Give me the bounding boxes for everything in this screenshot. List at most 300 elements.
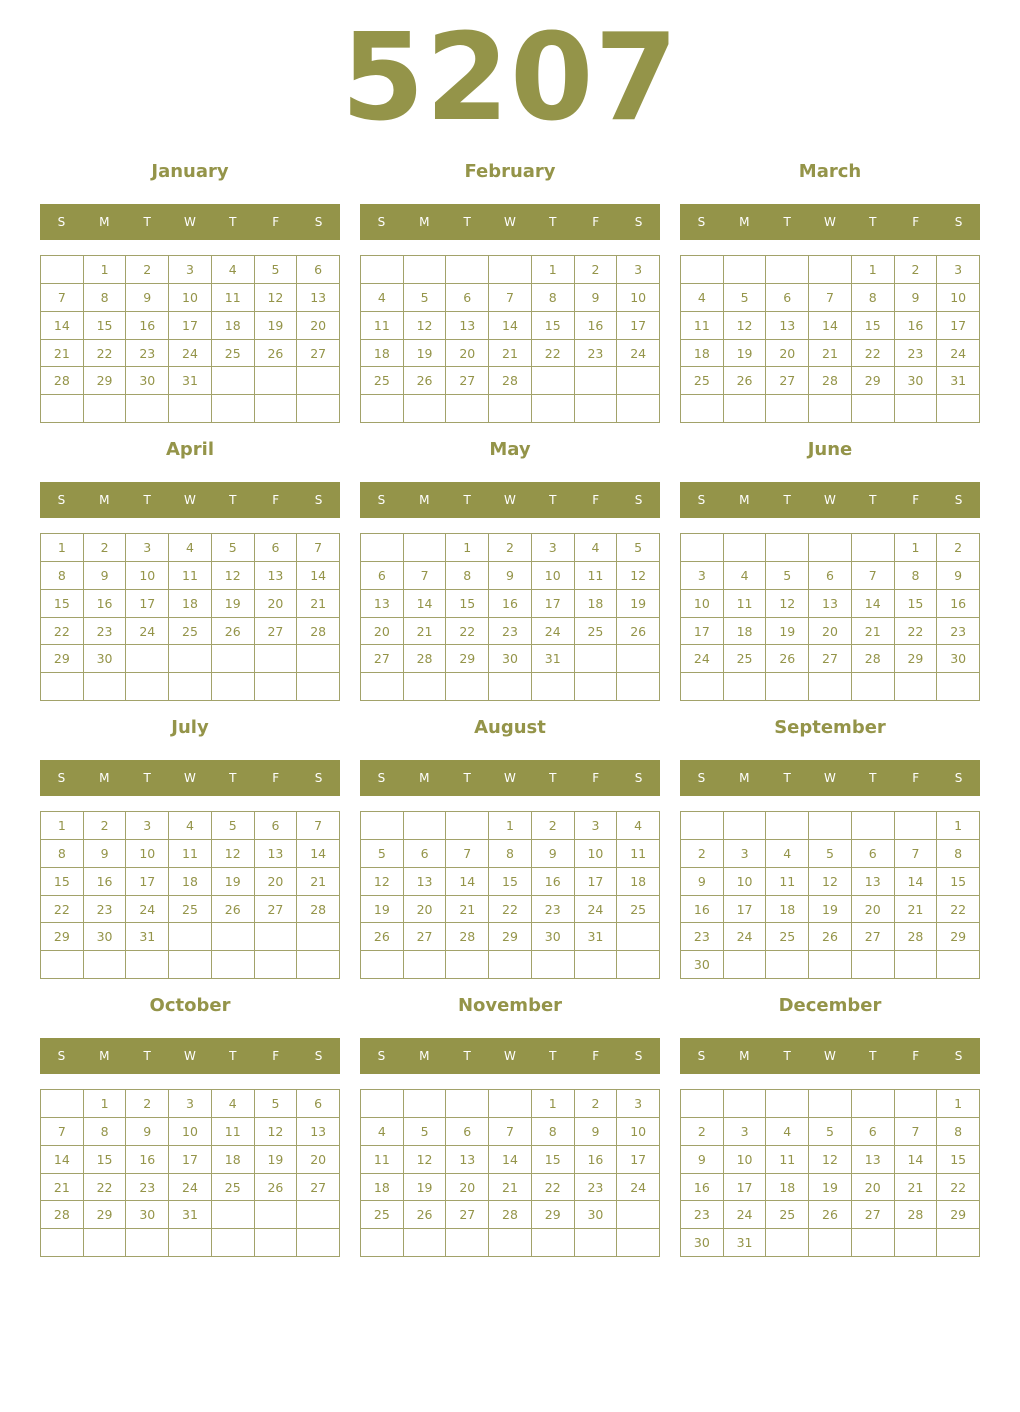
- day-cell[interactable]: 2: [84, 812, 127, 840]
- day-cell[interactable]: 1: [41, 812, 84, 840]
- day-cell[interactable]: 28: [809, 367, 852, 395]
- day-cell[interactable]: 16: [126, 312, 169, 340]
- day-cell[interactable]: 15: [41, 590, 84, 618]
- day-cell[interactable]: 17: [169, 312, 212, 340]
- day-cell[interactable]: 2: [937, 534, 980, 562]
- day-cell[interactable]: 15: [895, 590, 938, 618]
- day-cell[interactable]: 12: [404, 312, 447, 340]
- day-cell[interactable]: 18: [212, 312, 255, 340]
- day-cell[interactable]: 1: [84, 256, 127, 284]
- day-cell[interactable]: 30: [937, 645, 980, 673]
- day-cell[interactable]: 25: [169, 896, 212, 924]
- day-cell[interactable]: 21: [489, 340, 532, 368]
- day-cell[interactable]: 24: [617, 340, 660, 368]
- day-cell[interactable]: 3: [724, 1118, 767, 1146]
- day-cell[interactable]: 23: [84, 896, 127, 924]
- day-cell[interactable]: 5: [724, 284, 767, 312]
- day-cell[interactable]: 8: [852, 284, 895, 312]
- day-cell[interactable]: 12: [404, 1146, 447, 1174]
- day-cell[interactable]: 6: [255, 812, 298, 840]
- day-cell[interactable]: 10: [169, 1118, 212, 1146]
- day-cell[interactable]: 23: [937, 618, 980, 646]
- day-cell[interactable]: 20: [361, 618, 404, 646]
- day-cell[interactable]: 4: [212, 256, 255, 284]
- day-cell[interactable]: 30: [489, 645, 532, 673]
- day-cell[interactable]: 3: [617, 256, 660, 284]
- day-cell[interactable]: 3: [617, 1090, 660, 1118]
- day-cell[interactable]: 10: [126, 840, 169, 868]
- day-cell[interactable]: 22: [41, 896, 84, 924]
- day-cell[interactable]: 22: [84, 1174, 127, 1202]
- day-cell[interactable]: 20: [404, 896, 447, 924]
- day-cell[interactable]: 5: [361, 840, 404, 868]
- day-cell[interactable]: 27: [255, 618, 298, 646]
- day-cell[interactable]: 15: [937, 868, 980, 896]
- day-cell[interactable]: 21: [404, 618, 447, 646]
- day-cell[interactable]: 17: [169, 1146, 212, 1174]
- day-cell[interactable]: 8: [937, 1118, 980, 1146]
- day-cell[interactable]: 4: [575, 534, 618, 562]
- day-cell[interactable]: 10: [937, 284, 980, 312]
- day-cell[interactable]: 24: [575, 896, 618, 924]
- day-cell[interactable]: 1: [446, 534, 489, 562]
- day-cell[interactable]: 21: [297, 590, 340, 618]
- day-cell[interactable]: 5: [809, 1118, 852, 1146]
- day-cell[interactable]: 9: [681, 1146, 724, 1174]
- day-cell[interactable]: 29: [41, 923, 84, 951]
- day-cell[interactable]: 28: [895, 923, 938, 951]
- day-cell[interactable]: 31: [937, 367, 980, 395]
- day-cell[interactable]: 13: [766, 312, 809, 340]
- day-cell[interactable]: 29: [41, 645, 84, 673]
- day-cell[interactable]: 23: [532, 896, 575, 924]
- day-cell[interactable]: 30: [575, 1201, 618, 1229]
- day-cell[interactable]: 13: [446, 312, 489, 340]
- day-cell[interactable]: 8: [41, 840, 84, 868]
- day-cell[interactable]: 13: [255, 840, 298, 868]
- day-cell[interactable]: 16: [532, 868, 575, 896]
- day-cell[interactable]: 20: [255, 868, 298, 896]
- day-cell[interactable]: 2: [575, 256, 618, 284]
- day-cell[interactable]: 23: [126, 340, 169, 368]
- day-cell[interactable]: 3: [681, 562, 724, 590]
- day-cell[interactable]: 11: [766, 1146, 809, 1174]
- day-cell[interactable]: 14: [489, 312, 532, 340]
- day-cell[interactable]: 15: [446, 590, 489, 618]
- day-cell[interactable]: 17: [617, 1146, 660, 1174]
- day-cell[interactable]: 14: [895, 868, 938, 896]
- day-cell[interactable]: 26: [617, 618, 660, 646]
- day-cell[interactable]: 3: [575, 812, 618, 840]
- day-cell[interactable]: 2: [489, 534, 532, 562]
- day-cell[interactable]: 26: [404, 367, 447, 395]
- day-cell[interactable]: 11: [169, 562, 212, 590]
- day-cell[interactable]: 21: [41, 340, 84, 368]
- day-cell[interactable]: 9: [126, 1118, 169, 1146]
- day-cell[interactable]: 29: [852, 367, 895, 395]
- day-cell[interactable]: 7: [852, 562, 895, 590]
- day-cell[interactable]: 27: [297, 340, 340, 368]
- day-cell[interactable]: 9: [84, 840, 127, 868]
- day-cell[interactable]: 28: [297, 896, 340, 924]
- day-cell[interactable]: 4: [766, 1118, 809, 1146]
- day-cell[interactable]: 14: [809, 312, 852, 340]
- day-cell[interactable]: 3: [724, 840, 767, 868]
- day-cell[interactable]: 6: [361, 562, 404, 590]
- day-cell[interactable]: 21: [895, 896, 938, 924]
- day-cell[interactable]: 26: [255, 1174, 298, 1202]
- day-cell[interactable]: 25: [617, 896, 660, 924]
- day-cell[interactable]: 26: [724, 367, 767, 395]
- day-cell[interactable]: 2: [126, 1090, 169, 1118]
- day-cell[interactable]: 26: [212, 896, 255, 924]
- day-cell[interactable]: 29: [84, 367, 127, 395]
- day-cell[interactable]: 27: [766, 367, 809, 395]
- day-cell[interactable]: 6: [255, 534, 298, 562]
- day-cell[interactable]: 9: [84, 562, 127, 590]
- day-cell[interactable]: 13: [446, 1146, 489, 1174]
- day-cell[interactable]: 20: [446, 1174, 489, 1202]
- day-cell[interactable]: 19: [809, 896, 852, 924]
- day-cell[interactable]: 5: [809, 840, 852, 868]
- day-cell[interactable]: 7: [895, 1118, 938, 1146]
- day-cell[interactable]: 15: [532, 1146, 575, 1174]
- day-cell[interactable]: 25: [766, 1201, 809, 1229]
- day-cell[interactable]: 28: [41, 367, 84, 395]
- day-cell[interactable]: 13: [404, 868, 447, 896]
- day-cell[interactable]: 20: [446, 340, 489, 368]
- day-cell[interactable]: 6: [809, 562, 852, 590]
- day-cell[interactable]: 23: [681, 923, 724, 951]
- day-cell[interactable]: 23: [84, 618, 127, 646]
- day-cell[interactable]: 30: [681, 1229, 724, 1257]
- day-cell[interactable]: 10: [575, 840, 618, 868]
- day-cell[interactable]: 6: [297, 256, 340, 284]
- day-cell[interactable]: 8: [84, 1118, 127, 1146]
- day-cell[interactable]: 4: [169, 812, 212, 840]
- day-cell[interactable]: 25: [169, 618, 212, 646]
- day-cell[interactable]: 21: [809, 340, 852, 368]
- day-cell[interactable]: 21: [297, 868, 340, 896]
- day-cell[interactable]: 3: [126, 534, 169, 562]
- day-cell[interactable]: 29: [937, 1201, 980, 1229]
- day-cell[interactable]: 3: [169, 256, 212, 284]
- day-cell[interactable]: 17: [532, 590, 575, 618]
- day-cell[interactable]: 24: [617, 1174, 660, 1202]
- day-cell[interactable]: 7: [489, 284, 532, 312]
- day-cell[interactable]: 22: [532, 340, 575, 368]
- day-cell[interactable]: 26: [809, 923, 852, 951]
- day-cell[interactable]: 22: [84, 340, 127, 368]
- day-cell[interactable]: 18: [361, 340, 404, 368]
- day-cell[interactable]: 7: [297, 534, 340, 562]
- day-cell[interactable]: 2: [126, 256, 169, 284]
- day-cell[interactable]: 1: [852, 256, 895, 284]
- day-cell[interactable]: 24: [724, 923, 767, 951]
- day-cell[interactable]: 15: [489, 868, 532, 896]
- day-cell[interactable]: 24: [169, 1174, 212, 1202]
- day-cell[interactable]: 24: [937, 340, 980, 368]
- day-cell[interactable]: 8: [84, 284, 127, 312]
- day-cell[interactable]: 11: [169, 840, 212, 868]
- day-cell[interactable]: 8: [895, 562, 938, 590]
- day-cell[interactable]: 4: [681, 284, 724, 312]
- day-cell[interactable]: 12: [212, 562, 255, 590]
- day-cell[interactable]: 13: [297, 284, 340, 312]
- day-cell[interactable]: 15: [84, 312, 127, 340]
- day-cell[interactable]: 11: [575, 562, 618, 590]
- day-cell[interactable]: 7: [41, 284, 84, 312]
- day-cell[interactable]: 8: [937, 840, 980, 868]
- day-cell[interactable]: 30: [895, 367, 938, 395]
- day-cell[interactable]: 27: [446, 1201, 489, 1229]
- day-cell[interactable]: 14: [852, 590, 895, 618]
- day-cell[interactable]: 16: [575, 312, 618, 340]
- day-cell[interactable]: 1: [489, 812, 532, 840]
- day-cell[interactable]: 15: [852, 312, 895, 340]
- day-cell[interactable]: 27: [852, 1201, 895, 1229]
- day-cell[interactable]: 20: [852, 896, 895, 924]
- day-cell[interactable]: 29: [895, 645, 938, 673]
- day-cell[interactable]: 25: [212, 1174, 255, 1202]
- day-cell[interactable]: 25: [766, 923, 809, 951]
- day-cell[interactable]: 31: [724, 1229, 767, 1257]
- day-cell[interactable]: 22: [532, 1174, 575, 1202]
- day-cell[interactable]: 20: [297, 312, 340, 340]
- day-cell[interactable]: 21: [489, 1174, 532, 1202]
- day-cell[interactable]: 26: [404, 1201, 447, 1229]
- day-cell[interactable]: 9: [575, 284, 618, 312]
- day-cell[interactable]: 9: [681, 868, 724, 896]
- day-cell[interactable]: 10: [724, 1146, 767, 1174]
- day-cell[interactable]: 25: [212, 340, 255, 368]
- day-cell[interactable]: 20: [255, 590, 298, 618]
- day-cell[interactable]: 6: [852, 1118, 895, 1146]
- day-cell[interactable]: 18: [724, 618, 767, 646]
- day-cell[interactable]: 25: [681, 367, 724, 395]
- day-cell[interactable]: 7: [41, 1118, 84, 1146]
- day-cell[interactable]: 16: [575, 1146, 618, 1174]
- day-cell[interactable]: 30: [532, 923, 575, 951]
- day-cell[interactable]: 12: [809, 868, 852, 896]
- day-cell[interactable]: 12: [255, 1118, 298, 1146]
- day-cell[interactable]: 18: [617, 868, 660, 896]
- day-cell[interactable]: 24: [532, 618, 575, 646]
- day-cell[interactable]: 24: [724, 1201, 767, 1229]
- day-cell[interactable]: 19: [404, 340, 447, 368]
- day-cell[interactable]: 23: [575, 1174, 618, 1202]
- day-cell[interactable]: 8: [532, 284, 575, 312]
- day-cell[interactable]: 14: [489, 1146, 532, 1174]
- day-cell[interactable]: 20: [809, 618, 852, 646]
- day-cell[interactable]: 1: [532, 256, 575, 284]
- day-cell[interactable]: 26: [212, 618, 255, 646]
- day-cell[interactable]: 17: [937, 312, 980, 340]
- day-cell[interactable]: 6: [766, 284, 809, 312]
- day-cell[interactable]: 8: [489, 840, 532, 868]
- day-cell[interactable]: 22: [895, 618, 938, 646]
- day-cell[interactable]: 15: [532, 312, 575, 340]
- day-cell[interactable]: 30: [681, 951, 724, 979]
- day-cell[interactable]: 18: [681, 340, 724, 368]
- day-cell[interactable]: 9: [575, 1118, 618, 1146]
- day-cell[interactable]: 11: [212, 284, 255, 312]
- day-cell[interactable]: 5: [212, 534, 255, 562]
- day-cell[interactable]: 13: [361, 590, 404, 618]
- day-cell[interactable]: 25: [724, 645, 767, 673]
- day-cell[interactable]: 22: [489, 896, 532, 924]
- day-cell[interactable]: 28: [489, 1201, 532, 1229]
- day-cell[interactable]: 17: [617, 312, 660, 340]
- day-cell[interactable]: 4: [212, 1090, 255, 1118]
- day-cell[interactable]: 10: [681, 590, 724, 618]
- day-cell[interactable]: 3: [937, 256, 980, 284]
- day-cell[interactable]: 16: [126, 1146, 169, 1174]
- day-cell[interactable]: 25: [575, 618, 618, 646]
- day-cell[interactable]: 3: [126, 812, 169, 840]
- day-cell[interactable]: 12: [724, 312, 767, 340]
- day-cell[interactable]: 24: [126, 618, 169, 646]
- day-cell[interactable]: 28: [446, 923, 489, 951]
- day-cell[interactable]: 8: [532, 1118, 575, 1146]
- day-cell[interactable]: 17: [724, 1174, 767, 1202]
- day-cell[interactable]: 4: [361, 1118, 404, 1146]
- day-cell[interactable]: 22: [41, 618, 84, 646]
- day-cell[interactable]: 13: [297, 1118, 340, 1146]
- day-cell[interactable]: 31: [532, 645, 575, 673]
- day-cell[interactable]: 24: [681, 645, 724, 673]
- day-cell[interactable]: 2: [532, 812, 575, 840]
- day-cell[interactable]: 3: [532, 534, 575, 562]
- day-cell[interactable]: 14: [297, 562, 340, 590]
- day-cell[interactable]: 7: [297, 812, 340, 840]
- day-cell[interactable]: 21: [41, 1174, 84, 1202]
- day-cell[interactable]: 18: [766, 896, 809, 924]
- day-cell[interactable]: 16: [84, 590, 127, 618]
- day-cell[interactable]: 19: [361, 896, 404, 924]
- day-cell[interactable]: 29: [937, 923, 980, 951]
- day-cell[interactable]: 25: [361, 1201, 404, 1229]
- day-cell[interactable]: 11: [617, 840, 660, 868]
- day-cell[interactable]: 29: [532, 1201, 575, 1229]
- day-cell[interactable]: 9: [937, 562, 980, 590]
- day-cell[interactable]: 7: [404, 562, 447, 590]
- day-cell[interactable]: 9: [532, 840, 575, 868]
- day-cell[interactable]: 25: [361, 367, 404, 395]
- day-cell[interactable]: 13: [255, 562, 298, 590]
- day-cell[interactable]: 14: [404, 590, 447, 618]
- day-cell[interactable]: 21: [446, 896, 489, 924]
- day-cell[interactable]: 5: [212, 812, 255, 840]
- day-cell[interactable]: 19: [766, 618, 809, 646]
- day-cell[interactable]: 19: [255, 312, 298, 340]
- day-cell[interactable]: 16: [681, 896, 724, 924]
- day-cell[interactable]: 2: [681, 840, 724, 868]
- day-cell[interactable]: 23: [126, 1174, 169, 1202]
- day-cell[interactable]: 2: [681, 1118, 724, 1146]
- day-cell[interactable]: 10: [532, 562, 575, 590]
- day-cell[interactable]: 17: [126, 868, 169, 896]
- day-cell[interactable]: 9: [489, 562, 532, 590]
- day-cell[interactable]: 5: [255, 256, 298, 284]
- day-cell[interactable]: 28: [895, 1201, 938, 1229]
- day-cell[interactable]: 11: [361, 312, 404, 340]
- day-cell[interactable]: 17: [724, 896, 767, 924]
- day-cell[interactable]: 12: [361, 868, 404, 896]
- day-cell[interactable]: 11: [766, 868, 809, 896]
- day-cell[interactable]: 23: [681, 1201, 724, 1229]
- day-cell[interactable]: 13: [809, 590, 852, 618]
- day-cell[interactable]: 5: [255, 1090, 298, 1118]
- day-cell[interactable]: 19: [212, 868, 255, 896]
- day-cell[interactable]: 7: [809, 284, 852, 312]
- day-cell[interactable]: 1: [895, 534, 938, 562]
- day-cell[interactable]: 14: [297, 840, 340, 868]
- day-cell[interactable]: 18: [766, 1174, 809, 1202]
- day-cell[interactable]: 9: [126, 284, 169, 312]
- day-cell[interactable]: 6: [446, 284, 489, 312]
- day-cell[interactable]: 4: [766, 840, 809, 868]
- day-cell[interactable]: 14: [41, 312, 84, 340]
- day-cell[interactable]: 27: [809, 645, 852, 673]
- day-cell[interactable]: 31: [169, 1201, 212, 1229]
- day-cell[interactable]: 28: [852, 645, 895, 673]
- day-cell[interactable]: 30: [84, 645, 127, 673]
- day-cell[interactable]: 21: [852, 618, 895, 646]
- day-cell[interactable]: 2: [575, 1090, 618, 1118]
- day-cell[interactable]: 22: [937, 896, 980, 924]
- day-cell[interactable]: 18: [575, 590, 618, 618]
- day-cell[interactable]: 26: [766, 645, 809, 673]
- day-cell[interactable]: 10: [617, 1118, 660, 1146]
- day-cell[interactable]: 10: [169, 284, 212, 312]
- day-cell[interactable]: 2: [84, 534, 127, 562]
- day-cell[interactable]: 27: [404, 923, 447, 951]
- day-cell[interactable]: 17: [575, 868, 618, 896]
- day-cell[interactable]: 6: [852, 840, 895, 868]
- day-cell[interactable]: 8: [41, 562, 84, 590]
- day-cell[interactable]: 22: [446, 618, 489, 646]
- day-cell[interactable]: 5: [404, 1118, 447, 1146]
- day-cell[interactable]: 1: [41, 534, 84, 562]
- day-cell[interactable]: 20: [766, 340, 809, 368]
- day-cell[interactable]: 16: [895, 312, 938, 340]
- day-cell[interactable]: 18: [212, 1146, 255, 1174]
- day-cell[interactable]: 27: [255, 896, 298, 924]
- day-cell[interactable]: 4: [617, 812, 660, 840]
- day-cell[interactable]: 26: [255, 340, 298, 368]
- day-cell[interactable]: 1: [937, 1090, 980, 1118]
- day-cell[interactable]: 11: [212, 1118, 255, 1146]
- day-cell[interactable]: 29: [84, 1201, 127, 1229]
- day-cell[interactable]: 16: [84, 868, 127, 896]
- day-cell[interactable]: 15: [937, 1146, 980, 1174]
- day-cell[interactable]: 12: [766, 590, 809, 618]
- day-cell[interactable]: 6: [446, 1118, 489, 1146]
- day-cell[interactable]: 18: [169, 590, 212, 618]
- day-cell[interactable]: 14: [895, 1146, 938, 1174]
- day-cell[interactable]: 15: [84, 1146, 127, 1174]
- day-cell[interactable]: 4: [169, 534, 212, 562]
- day-cell[interactable]: 27: [361, 645, 404, 673]
- day-cell[interactable]: 7: [895, 840, 938, 868]
- day-cell[interactable]: 29: [489, 923, 532, 951]
- day-cell[interactable]: 12: [255, 284, 298, 312]
- day-cell[interactable]: 21: [895, 1174, 938, 1202]
- day-cell[interactable]: 20: [852, 1174, 895, 1202]
- day-cell[interactable]: 24: [126, 896, 169, 924]
- day-cell[interactable]: 4: [361, 284, 404, 312]
